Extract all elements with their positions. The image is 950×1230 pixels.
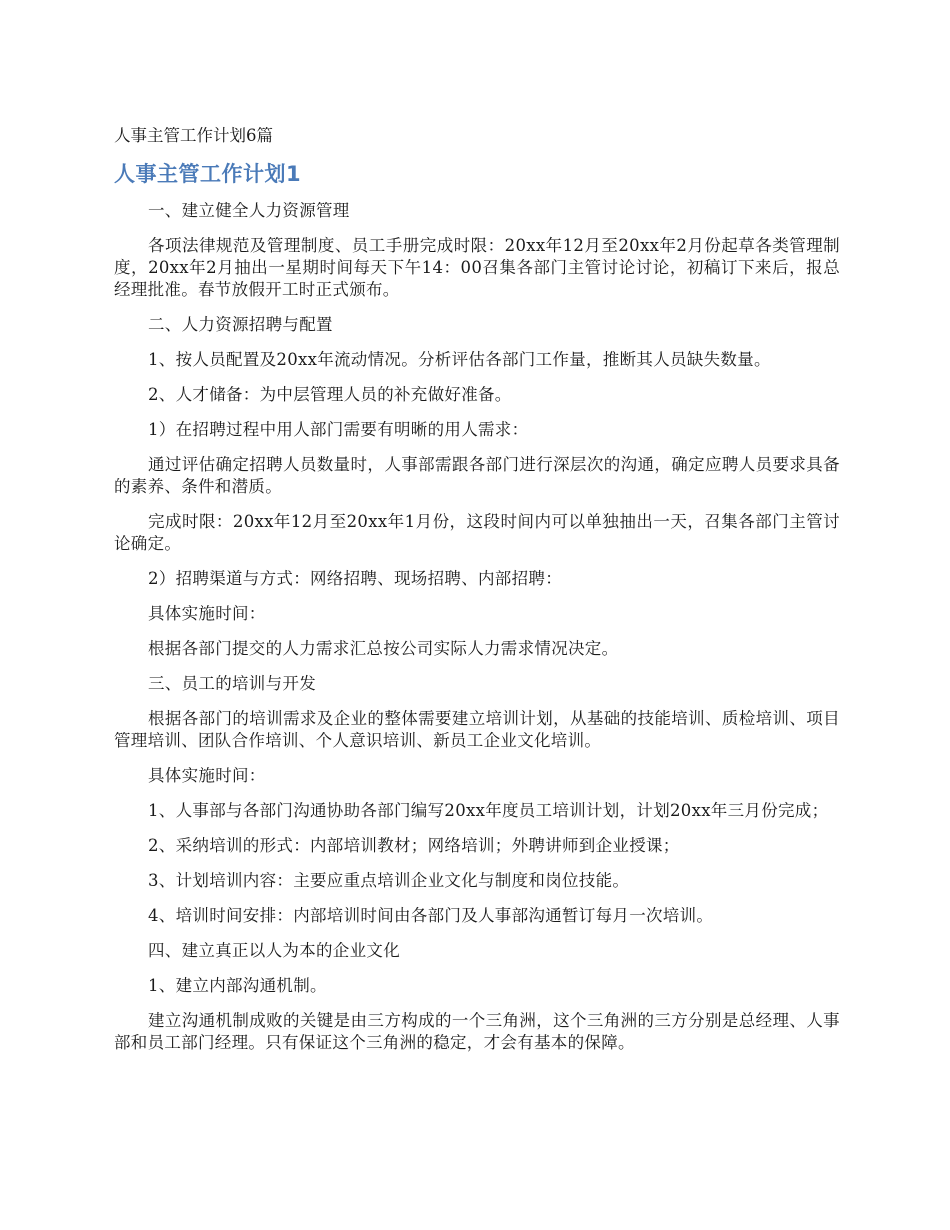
section-heading: 人事主管工作计划1 [114,162,302,186]
paragraph: 2、采纳培训的形式：内部培训教材；网络培训；外聘讲师到企业授课； [148,836,680,855]
paragraph: 1）在招聘过程中用人部门需要有明晰的用人需求： [148,420,529,439]
paragraph: 建立沟通机制成败的关键是由三方构成的一个三角洲，这个三角洲的三方分别是总经理、人事部和员工部门经理。只有保证这个三角洲的稳定，才会有基本的保障。 [114,1011,840,1052]
paragraph-heading-3: 三、员工的培训与开发 [148,674,316,693]
paragraph: 2、人才储备：为中层管理人员的补充做好准备。 [148,385,512,404]
paragraph: 各项法律规范及管理制度、员工手册完成时限：20xx年12月至20xx年2月份起草各类管理制度，20xx年2月抽出一星期时间每天下午14：00召集各部门主管讨论讨论，初稿订下来后，报总经理批准。春节放假开工时正式颁布。 [114,236,840,299]
paragraph: 2）招聘渠道与方式：网络招聘、现场招聘、内部招聘： [148,569,562,588]
paragraph: 1、人事部与各部门沟通协助各部门编写20xx年度员工培训计划，计划20xx年三月份完成； [148,801,829,820]
paragraph: 根据各部门提交的人力需求汇总按公司实际人力需求情况决定。 [148,639,619,658]
paragraph-heading-4: 四、建立真正以人为本的企业文化 [148,941,400,960]
paragraph: 通过评估确定招聘人员数量时，人事部需跟各部门进行深层次的沟通，确定应聘人员要求具备的素养、条件和潜质。 [114,455,840,496]
document-body [114,124,840,1067]
document-title: 人事主管工作计划6篇 [114,126,273,145]
paragraph: 完成时限：20xx年12月至20xx年1月份，这段时间内可以单独抽出一天，召集各部门主管讨论确定。 [114,512,840,553]
paragraph: 具体实施时间： [148,766,266,785]
paragraph: 3、计划培训内容：主要应重点培训企业文化与制度和岗位技能。 [148,871,630,890]
paragraph: 根据各部门的培训需求及企业的整体需要建立培训计划，从基础的技能培训、质检培训、项目管理培训、团队合作培训、个人意识培训、新员工企业文化培训。 [114,709,840,750]
paragraph-heading-2: 二、人力资源招聘与配置 [148,315,333,334]
paragraph: 具体实施时间： [148,604,266,623]
paragraph: 4、培训时间安排：内部培训时间由各部门及人事部沟通暂订每月一次培训。 [148,906,714,925]
paragraph-heading-1: 一、建立健全人力资源管理 [148,201,350,220]
paragraph: 1、按人员配置及20xx年流动情况。分析评估各部门工作量，推断其人员缺失数量。 [148,350,771,369]
paragraph: 1、建立内部沟通机制。 [148,976,327,995]
